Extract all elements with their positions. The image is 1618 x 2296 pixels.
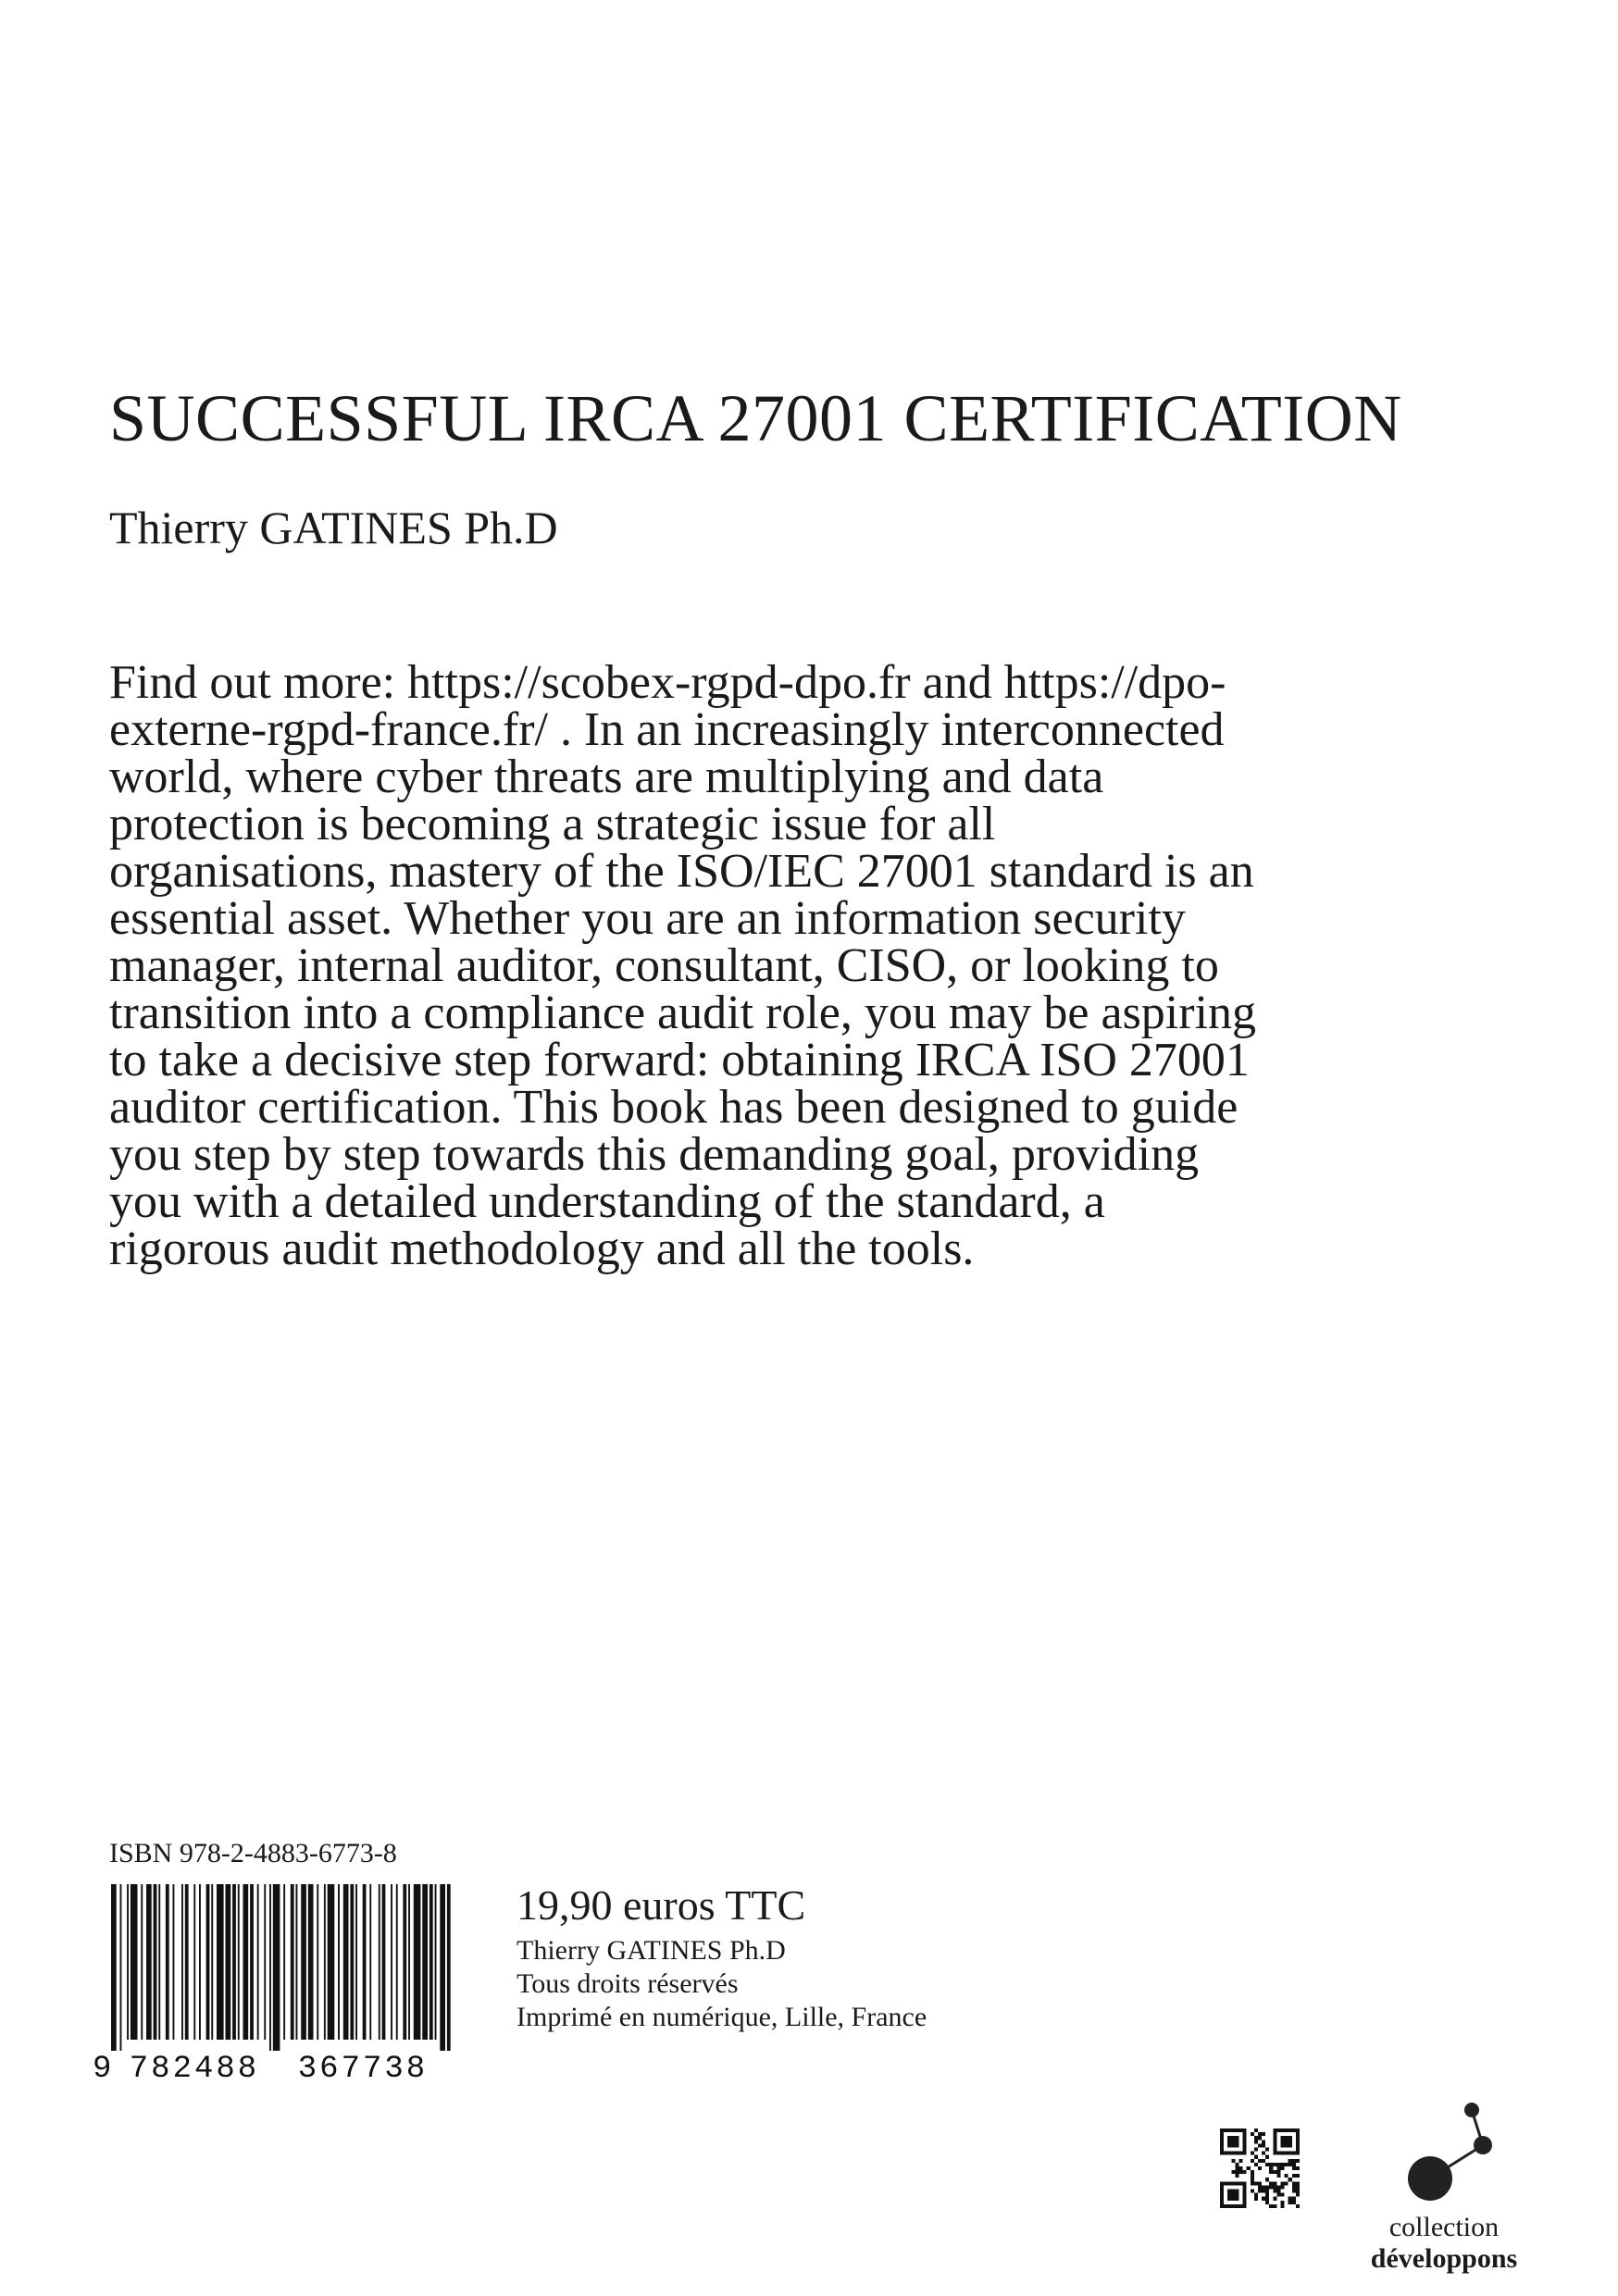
book-title: SUCCESSFUL IRCA 27001 CERTIFICATION xyxy=(109,381,1402,455)
barcode-bar xyxy=(391,1884,392,2040)
barcode-bar xyxy=(291,1884,294,2040)
barcode-bar xyxy=(403,1884,406,2040)
barcode-bar xyxy=(120,1884,122,2051)
collection-logo xyxy=(1333,2101,1555,2286)
book-author: Thierry GATINES Ph.D xyxy=(109,502,558,553)
barcode-bar xyxy=(447,1884,451,2051)
barcode-bar xyxy=(199,1884,201,2040)
imprint-block xyxy=(517,1934,927,2034)
barcode-bar xyxy=(350,1884,354,2040)
qr-code-icon xyxy=(1220,2128,1300,2208)
barcode-bar xyxy=(429,1884,433,2040)
barcode-bar xyxy=(301,1884,306,2040)
back-cover-blurb: Find out more: https://scobex-rgpd-dpo.fr and https://dpo-externe-rgpd-france.fr/ . In an increasingly interconnected world, where cyber threats are multiplying and data protection is becoming a strategic issue for all organisations, mastery of the ISO/IEC 27001 standard is an essential asset. Whether you are an information security manager, internal auditor, consultant, CISO, or looking to transition into a compliance audit role, you may be aspiring to take a decisive step forward: obtaining IRCA ISO 27001 auditor certification. This book has been designed to guide you step by step towards this demanding goal, providing you with a detailed understanding of the standard, a rigorous audit methodology and all the tools. xyxy=(109,656,1257,1275)
print-location: Imprimé en numérique, Lille, France xyxy=(517,2002,927,2032)
barcode-bar xyxy=(283,1884,285,2040)
barcode-bar xyxy=(243,1884,249,2040)
rights-notice: Tous droits réservés xyxy=(517,1968,739,1999)
isbn-label: ISBN 978-2-4883-6773-8 xyxy=(109,1838,397,1868)
isbn-barcode xyxy=(85,1880,455,2084)
price: 19,90 euros TTC xyxy=(517,1881,806,1929)
barcode-bar xyxy=(238,1884,240,2040)
logo-collection-text: collection xyxy=(1388,2212,1500,2242)
barcode-left-digits: 782488 xyxy=(129,2052,260,2084)
barcode-bar xyxy=(232,1884,236,2040)
barcode-bar xyxy=(206,1884,210,2040)
logo-brand-text: développons xyxy=(1370,2243,1518,2274)
barcode-bar xyxy=(296,1884,298,2040)
barcode-bar xyxy=(324,1884,326,2040)
barcode-bar xyxy=(166,1884,169,2040)
barcode-bar xyxy=(355,1884,357,2040)
barcode-bar xyxy=(317,1884,318,2040)
barcode-bar xyxy=(396,1884,398,2040)
barcode-bar xyxy=(422,1884,428,2040)
barcode-bar xyxy=(146,1884,152,2040)
barcode-bar xyxy=(127,1884,129,2040)
barcode-bar xyxy=(111,1884,117,2051)
barcode-bar xyxy=(193,1884,195,2040)
molecule-logo-icon xyxy=(1388,2101,1500,2203)
barcode-bar xyxy=(408,1884,410,2040)
barcode-bar xyxy=(217,1884,224,2040)
barcode-bar xyxy=(158,1884,160,2040)
barcode-bar xyxy=(414,1884,421,2040)
barcode-bar xyxy=(338,1884,340,2040)
barcode-bar xyxy=(382,1884,386,2040)
barcode-bar xyxy=(211,1884,213,2040)
barcode-bar xyxy=(250,1884,254,2040)
barcode-bar xyxy=(440,1884,445,2051)
barcode-bar xyxy=(269,1884,271,2051)
barcode-bar xyxy=(226,1884,231,2040)
barcode-bar xyxy=(328,1884,335,2040)
barcode-bar xyxy=(181,1884,183,2040)
barcode-bar xyxy=(308,1884,314,2040)
barcode-first-digit: 9 xyxy=(93,2052,112,2084)
barcode-bar xyxy=(173,1884,175,2040)
barcode-bar xyxy=(379,1884,380,2040)
barcode-bar xyxy=(257,1884,259,2040)
barcode-bar xyxy=(273,1884,280,2051)
barcode-bar xyxy=(185,1884,189,2040)
barcode-bar xyxy=(141,1884,143,2040)
barcode-bar xyxy=(343,1884,349,2040)
barcode-bar xyxy=(131,1884,138,2040)
barcode-bar xyxy=(264,1884,266,2040)
barcode-bar xyxy=(363,1884,367,2040)
barcode-right-digits: 367738 xyxy=(297,2052,429,2084)
barcode-bar xyxy=(435,1884,437,2040)
publisher-name: Thierry GATINES Ph.D xyxy=(517,1935,786,1966)
barcode-bar xyxy=(154,1884,157,2040)
barcode-bar xyxy=(369,1884,371,2040)
